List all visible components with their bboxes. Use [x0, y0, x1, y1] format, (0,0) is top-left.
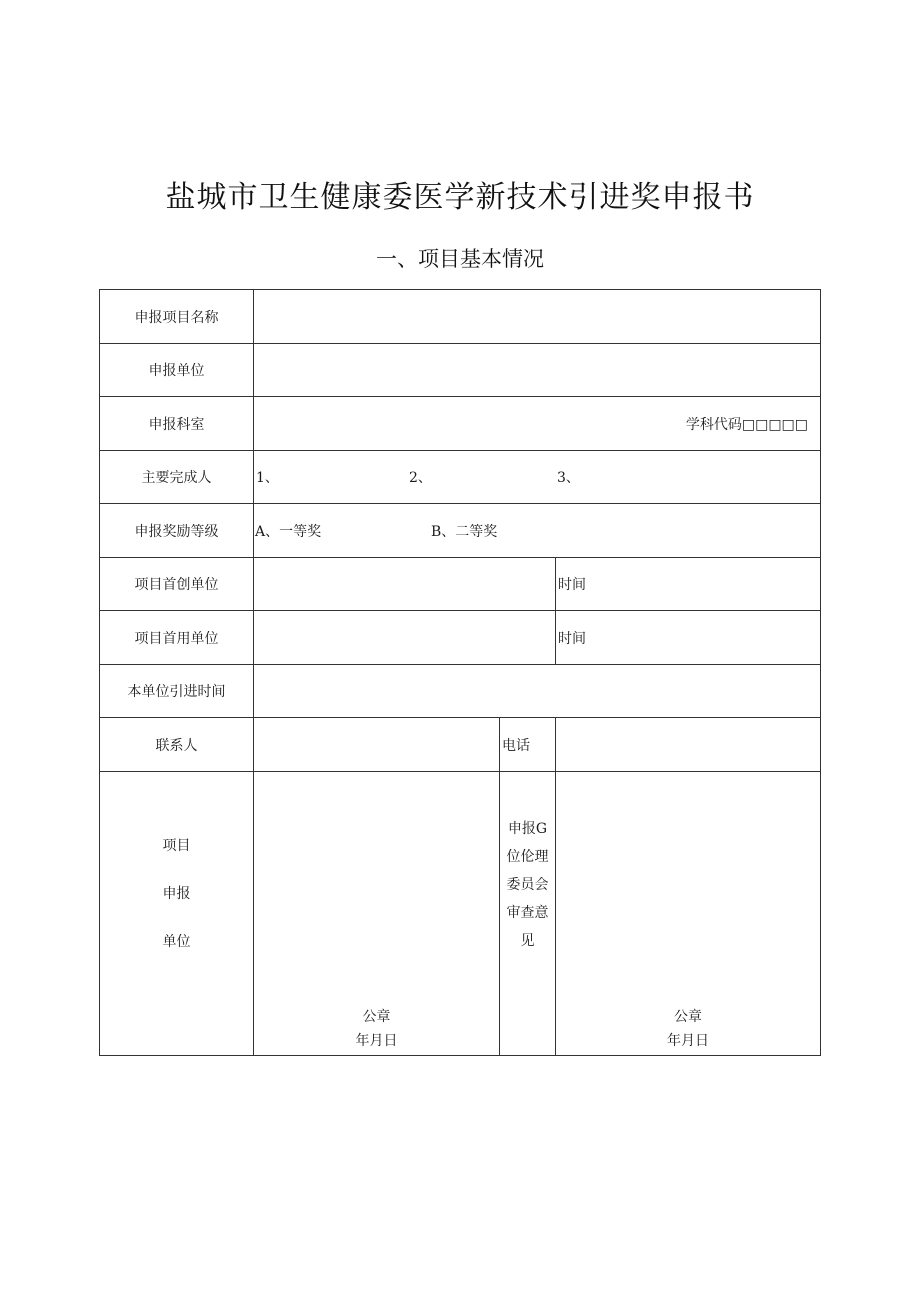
row-contact [100, 718, 821, 772]
ethics-opinion-field[interactable] [556, 772, 821, 1056]
ethics-label-line-2: 位伦理 [506, 848, 549, 865]
intro-time-field[interactable] [254, 665, 821, 718]
applicant-unit-label-line-1: 项目 [162, 837, 191, 854]
subject-code-label: 学科代码□□□□□ [685, 416, 809, 433]
ethics-label-line-5: 见 [520, 932, 535, 949]
row-opinions [100, 772, 821, 1056]
main-persons-label: 主要完成人 [100, 451, 254, 504]
phone-field[interactable] [556, 718, 821, 772]
ethics-seal-label: 公章 [674, 1009, 702, 1025]
main-persons-field[interactable] [254, 451, 821, 504]
award-option-first[interactable]: A、一等奖 [255, 523, 322, 540]
applicant-date-label: 年月日 [355, 1033, 398, 1049]
award-level-label: 申报奖励等级 [100, 504, 254, 558]
ethics-label-line-3: 委员会 [506, 876, 549, 893]
first-use-field[interactable] [254, 611, 556, 665]
department-field[interactable] [254, 397, 821, 451]
application-form-table [99, 289, 821, 1056]
applicant-seal-label: 公章 [362, 1009, 391, 1025]
row-main-persons [100, 451, 821, 504]
project-name-label: 申报项目名称 [100, 290, 254, 344]
ethics-committee-label [500, 772, 556, 1056]
unit-label: 申报单位 [100, 344, 254, 397]
main-person-1: 1、 [256, 470, 279, 486]
ethics-label-line-1: 申报G [507, 820, 548, 837]
applicant-unit-label-line-2: 申报 [162, 885, 191, 902]
row-first-create [100, 558, 821, 611]
first-create-time-label: 时间 [558, 577, 586, 593]
main-person-3: 3、 [557, 470, 580, 486]
first-create-label: 项目首创单位 [100, 558, 254, 611]
phone-label: 电话 [500, 718, 556, 772]
contact-field[interactable] [254, 718, 500, 772]
applicant-unit-label-line-3: 单位 [162, 933, 191, 950]
section-title: 一、项目基本情况 [376, 247, 544, 271]
applicant-unit-label [100, 772, 254, 1056]
first-use-time-label: 时间 [558, 630, 586, 647]
ethics-date-label: 年月日 [667, 1033, 709, 1049]
unit-field[interactable] [254, 344, 821, 397]
first-create-field[interactable] [254, 558, 556, 611]
contact-label: 联系人 [100, 718, 254, 772]
award-option-second[interactable]: B、二等奖 [431, 523, 498, 540]
document-title: 盐城市卫生健康委医学新技术引进奖申报书 [165, 180, 755, 215]
applicant-unit-opinion-field[interactable] [254, 772, 500, 1056]
first-use-label: 项目首用单位 [100, 611, 254, 665]
row-department [100, 397, 821, 451]
row-award-level [100, 504, 821, 558]
row-project-name [100, 290, 821, 344]
project-name-field[interactable] [254, 290, 821, 344]
first-create-time-cell[interactable] [556, 558, 821, 611]
ethics-label-line-4: 审查意 [506, 904, 549, 921]
intro-time-label: 本单位引进时间 [100, 665, 254, 718]
award-level-field[interactable] [254, 504, 821, 558]
row-first-use [100, 611, 821, 665]
row-intro-time [100, 665, 821, 718]
main-person-2: 2、 [409, 470, 432, 486]
first-use-time-cell[interactable] [556, 611, 821, 665]
department-label: 申报科室 [100, 397, 254, 451]
row-unit [100, 344, 821, 397]
